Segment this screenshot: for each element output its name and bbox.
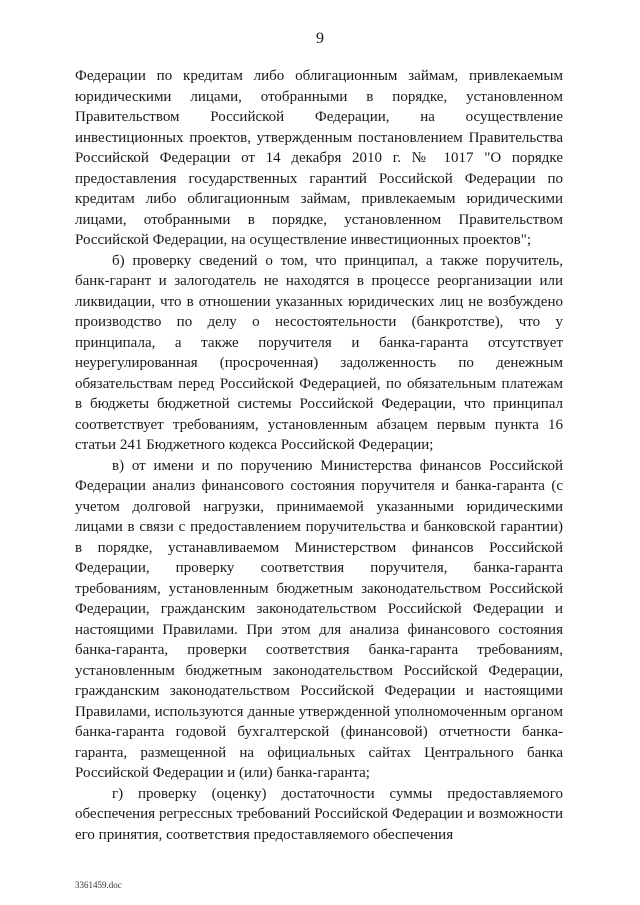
document-body — [75, 66, 563, 845]
paragraph-g: г) проверку (оценку) достаточности суммы предоставляемого обеспечения регрессных требований Российской Федерации и возможности его принятия, соответствия предоставляемого обеспечения — [75, 785, 563, 843]
footer-filename: 3361459.doc — [75, 880, 122, 890]
paragraph-v: в) от имени и по поручению Министерства финансов Российской Федерации анализ финансового состояния поручителя и банка-гаранта (с учетом долговой нагрузки, принимаемой указанными юридическими лицами в связи с предоставлением поручительства и банковской гарантии) в порядке, устанавливаемом Министерством финансов Российской Федерации, проверку соответствия поручителя, банка-гаранта требованиям, установленным бюджетным законодательством Российской Федерации, гражданским законодательством Российской Федерации и настоящими Правилами. При этом для анализа финансового состояния банка-гаранта, проверки соответствия банка-гаранта требованиям, установленным бюджетным законодательством Российской Федерации, гражданским законодательством Российской Федерации и настоящими Правилами, используются данные утвержденной уполномоченным органом банка-гаранта годовой бухгалтерской (финансовой) отчетности банка-гаранта, размещенной на официальных сайтах Центрального банка Российской Федерации и (или) банка-гаранта; — [75, 457, 563, 781]
paragraph-continuation: Федерации по кредитам либо облигационным займам, привлекаемым юридическими лицами, отобранными в порядке, установленном Правительством Российской Федерации, на осуществление инвестиционных проектов, утвержденным постановлением Правительства Российской Федерации от 14 декабря 2010 г. № 1017 "О порядке предоставления государственных гарантий Российской Федерации по кредитам либо облигационным займам, привлекаемым юридическими лицами, отобранными в порядке, установленном Правительством Российской Федерации, на осуществление инвестиционных проектов"; — [75, 68, 563, 248]
page-number: 9 — [316, 30, 324, 47]
paragraph-b: б) проверку сведений о том, что принципал, а также поручитель, банк-гарант и залогодатель не находятся в процессе реорганизации или ликвидации, что в отношении указанных юридических лиц не возбуждено производство по делу о несостоятельности (банкротстве), что у принципала, а также поручителя и банка-гаранта отсутствует неурегулированная (просроченная) задолженность по денежным обязательствам перед Российской Федерацией, по обязательным платежам в бюджеты бюджетной системы Российской Федерации, что принципал соответствует требованиям, установленным абзацем первым пункта 16 статьи 241 Бюджетного кодекса Российской Федерации; — [75, 252, 563, 453]
